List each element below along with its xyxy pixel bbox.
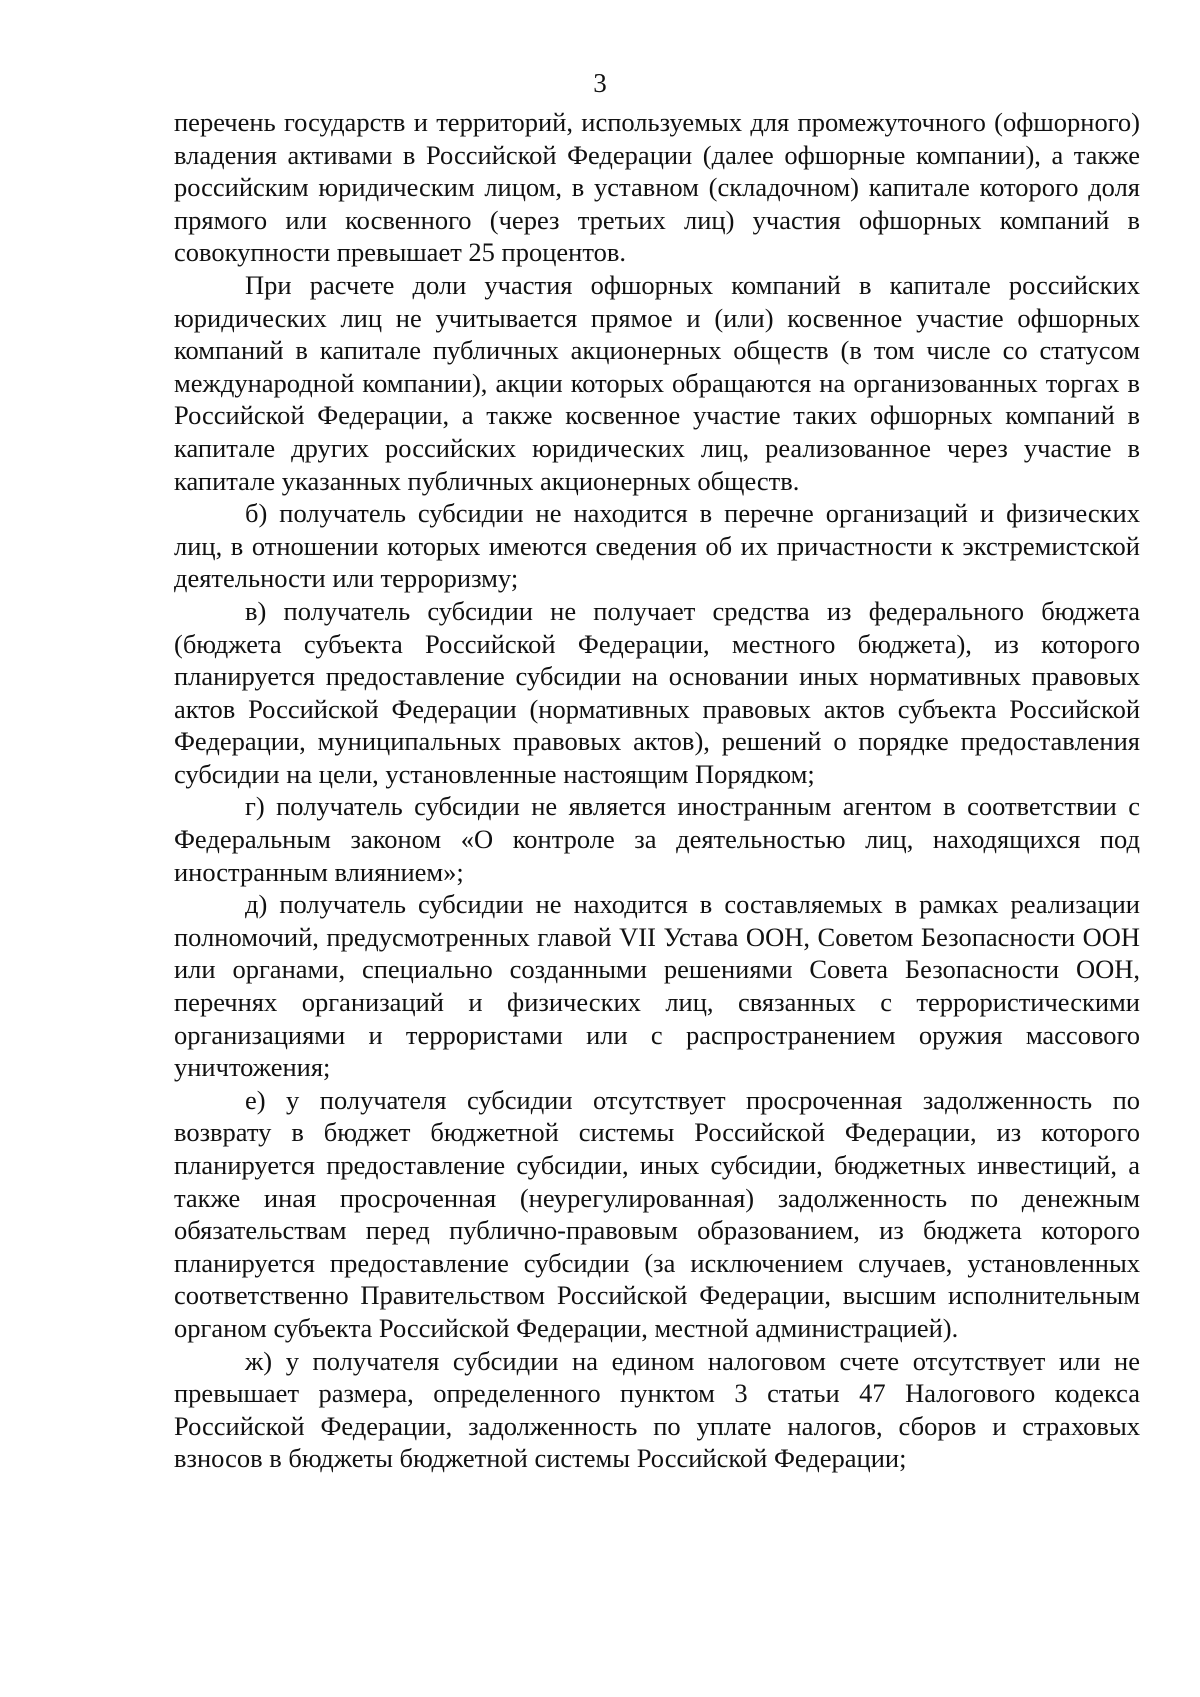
paragraph-offshore-share-calculation: При расчете доли участия офшорных компаний в капитале российских юридических лиц не учитывается прямое и (или) косвенное участие офшорных компаний в капитале публичных акционерных обществ (в том числе со статусом международной компании), акции которых обращаются на организованных торгах в Российской Федерации, а также косвенное участие таких офшорных компаний в капитале других российских юридических лиц, реализованное через участие в капитале указанных публичных акционерных обществ. [174, 269, 1140, 496]
paragraph-item-zh: ж) у получателя субсидии на едином налоговом счете отсутствует или не превышает размера, определенного пунктом 3 статьи 47 Налогового кодекса Российской Федерации, задолженность по уплате налогов, сборов и страховых взносов в бюджеты бюджетной системы Российской Федерации; [174, 1345, 1140, 1474]
paragraph-item-e: е) у получателя субсидии отсутствует просроченная задолженность по возврату в бюджет бюджетной системы Российской Федерации, из которого планируется предоставление субсидии, иных субсидии, бюджетных инвестиций, а также иная просроченная (неурегулированная) задолженность по денежным обязательствам перед публично-правовым образованием, из бюджета которого планируется предоставление субсидии (за исключением случаев, установленных соответственно Правительством Российской Федерации, высшим исполнительным органом субъекта Российской Федерации, местной администрацией). [174, 1084, 1140, 1343]
page-number: 3 [593, 68, 607, 98]
paragraph-offshore-list-continuation: перечень государств и территорий, используемых для промежуточного (офшорного) владения активами в Российской Федерации (далее офшорные компании), а также российским юридическим лицом, в уставном (складочном) капитале которого доля прямого или косвенного (через третьих лиц) участия офшорных компаний в совокупности превышает 25 процентов. [174, 107, 1140, 268]
document-body [174, 106, 1140, 1475]
paragraph-item-g: г) получатель субсидии не является иностранным агентом в соответствии с Федеральным законом «О контроле за деятельностью лиц, находящихся под иностранным влиянием»; [174, 791, 1140, 887]
paragraph-item-d: д) получатель субсидии не находится в составляемых в рамках реализации полномочий, предусмотренных главой VII Устава ООН, Советом Безопасности ООН или органами, специально созданными решениями Совета Безопасности ООН, перечнях организаций и физических лиц, связанных с террористическими организациями и террористами или с распространением оружия массового уничтожения; [174, 889, 1140, 1083]
paragraph-item-v: в) получатель субсидии не получает средства из федерального бюджета (бюджета субъекта Российской Федерации, местного бюджета), из которого планируется предоставление субсидии на основании иных нормативных правовых актов Российской Федерации (нормативных правовых актов субъекта Российской Федерации, муниципальных правовых актов), решений о порядке предоставления субсидии на цели, установленные настоящим Порядком; [174, 595, 1140, 789]
paragraph-item-b: б) получатель субсидии не находится в перечне организаций и физических лиц, в отношении которых имеются сведения об их причастности к экстремистской деятельности или терроризму; [174, 498, 1140, 594]
